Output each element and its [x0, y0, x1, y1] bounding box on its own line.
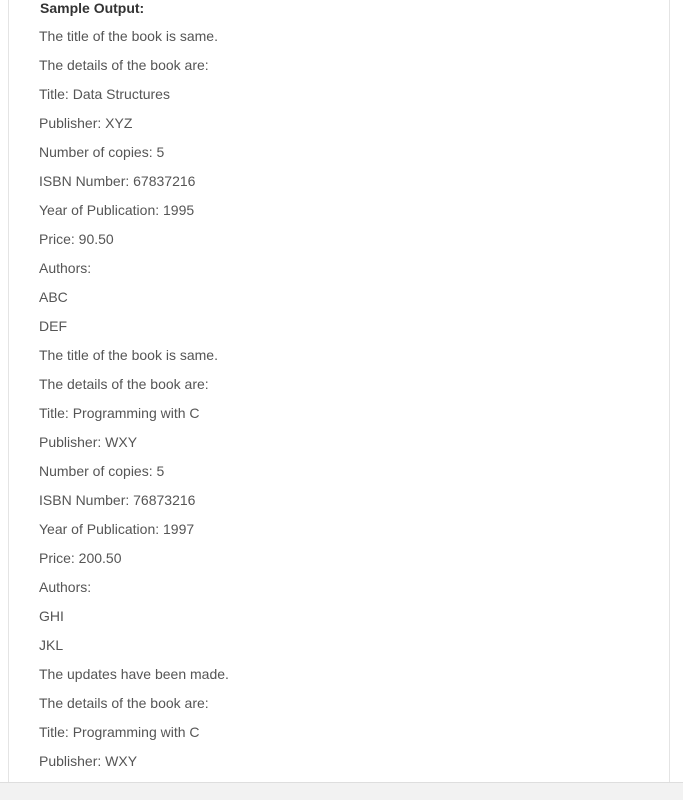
output-line: Publisher: WXY	[39, 434, 138, 450]
output-line: Publisher: XYZ	[39, 115, 133, 131]
output-line: Authors:	[39, 579, 92, 595]
output-line: The updates have been made.	[39, 666, 229, 682]
sample-output-heading: Sample Output:	[40, 0, 145, 16]
output-line: The details of the book are:	[39, 376, 209, 392]
output-line: The details of the book are:	[39, 695, 209, 711]
output-line: Title: Programming with C	[39, 405, 200, 421]
output-line: The title of the book is same.	[39, 347, 218, 363]
sample-output-list	[39, 26, 229, 780]
output-line: Year of Publication: 1997	[39, 521, 195, 537]
output-line: Price: 200.50	[39, 550, 122, 566]
output-line: Title: Programming with C	[39, 724, 200, 740]
bottom-bar	[0, 782, 683, 800]
output-line: DEF	[39, 318, 67, 334]
output-line: JKL	[39, 637, 64, 653]
output-line: The title of the book is same.	[39, 28, 218, 44]
output-line: ISBN Number: 76873216	[39, 492, 196, 508]
output-line: GHI	[39, 608, 64, 624]
content-panel	[8, 0, 670, 782]
output-line: Price: 90.50	[39, 231, 114, 247]
output-line: Number of copies: 5	[39, 144, 165, 160]
output-line: Number of copies: 5	[39, 463, 165, 479]
output-line: Authors:	[39, 260, 92, 276]
output-line: The details of the book are:	[39, 57, 209, 73]
output-line: Publisher: WXY	[39, 753, 138, 769]
output-line: ABC	[39, 289, 68, 305]
output-line: Title: Data Structures	[39, 86, 170, 102]
output-line: Year of Publication: 1995	[39, 202, 195, 218]
output-line: ISBN Number: 67837216	[39, 173, 196, 189]
